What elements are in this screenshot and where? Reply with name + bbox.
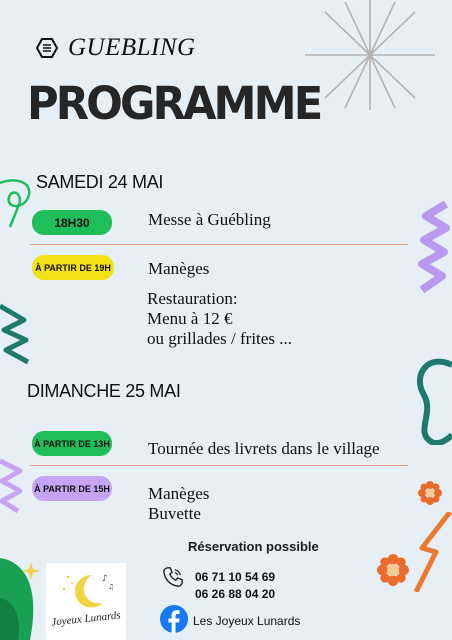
svg-text:♫: ♫ bbox=[108, 583, 115, 591]
event-title: Messe à Guébling bbox=[148, 210, 271, 229]
time-badge: 18H30 bbox=[32, 210, 112, 235]
phone-number[interactable]: 06 71 10 54 69 bbox=[195, 570, 276, 584]
phone-icon bbox=[162, 566, 184, 588]
starburst-decoration bbox=[300, 0, 452, 110]
flower-icon-large bbox=[377, 554, 409, 586]
day-heading-sunday: DIMANCHE 25 MAI bbox=[27, 381, 181, 401]
reservation-heading: Réservation possible bbox=[188, 539, 319, 554]
facebook-page-name[interactable]: Les Joyeux Lunards bbox=[193, 614, 301, 628]
facebook-icon[interactable] bbox=[160, 605, 188, 633]
town-logo-icon bbox=[36, 38, 58, 58]
event-line: Restauration: bbox=[147, 289, 238, 308]
event-line: Menu à 12 € bbox=[147, 309, 233, 328]
event-title: Tournée des livrets dans le village bbox=[148, 439, 380, 458]
phone-number[interactable]: 06 26 88 04 20 bbox=[195, 587, 276, 601]
separator-line bbox=[30, 465, 408, 466]
separator-line bbox=[30, 244, 408, 245]
event-line: Manèges bbox=[148, 484, 210, 503]
teal-loop-decoration bbox=[408, 355, 452, 445]
logo-text: Joyeux Lunards bbox=[50, 609, 122, 629]
town-name: GUEBLING bbox=[68, 34, 196, 61]
association-logo bbox=[46, 563, 126, 640]
event-detail-block bbox=[148, 484, 209, 524]
phone-numbers bbox=[195, 569, 275, 603]
event-line: Buvette bbox=[148, 504, 201, 523]
time-badge: À PARTIR DE 19H bbox=[32, 255, 114, 280]
time-badge: À PARTIR DE 15H bbox=[32, 476, 112, 501]
flower-icon bbox=[418, 481, 442, 505]
lightning-decoration bbox=[414, 512, 452, 592]
purple-squiggle-decoration bbox=[412, 200, 452, 300]
svg-text:♪: ♪ bbox=[102, 574, 108, 584]
event-detail-block bbox=[147, 289, 292, 349]
page-title: PROGRAMME bbox=[27, 77, 321, 130]
yellow-star-decoration bbox=[22, 562, 40, 580]
teal-arrow-decoration bbox=[0, 300, 34, 370]
time-badge: À PARTIR DE 13H bbox=[32, 431, 112, 456]
header-logo-row bbox=[36, 34, 196, 62]
event-title: Manèges bbox=[148, 259, 210, 278]
day-heading-saturday: SAMEDI 24 MAI bbox=[36, 172, 164, 192]
event-line: ou grillades / frites ... bbox=[147, 329, 292, 348]
purple-zigzag-decoration bbox=[0, 455, 26, 515]
